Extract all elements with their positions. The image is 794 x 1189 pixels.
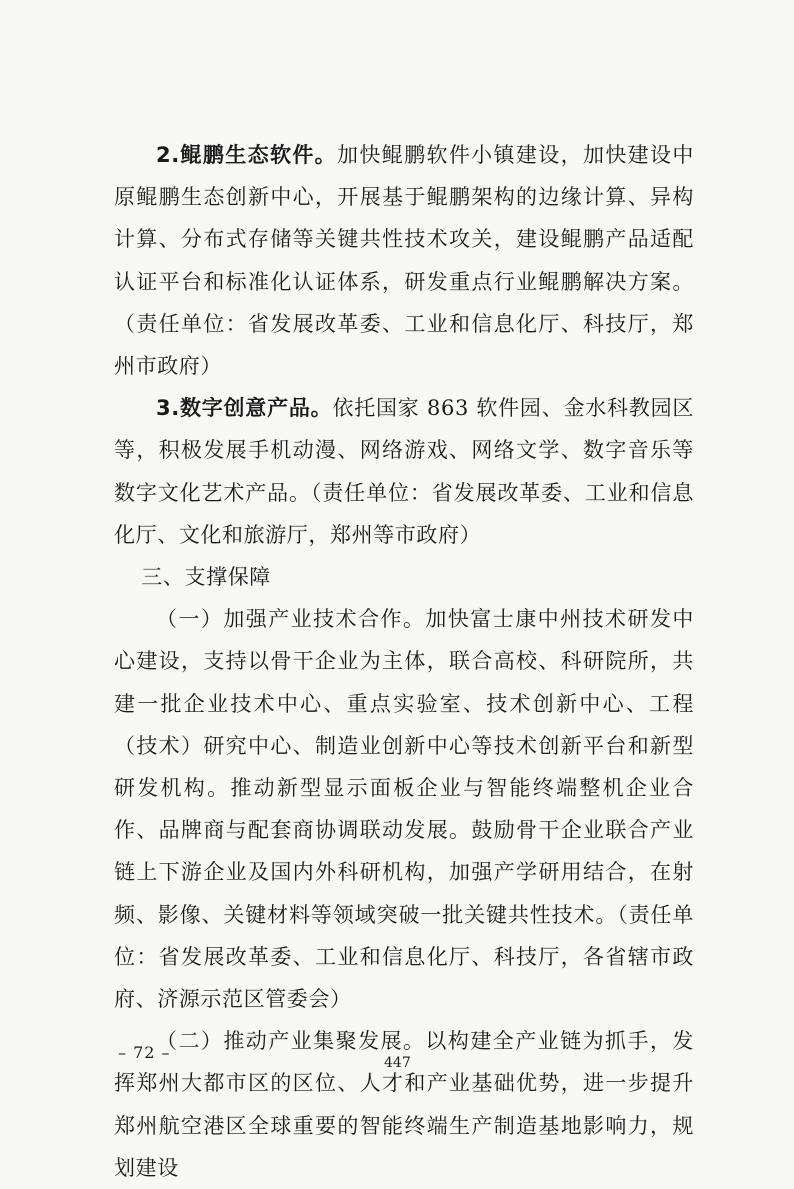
section-heading — [114, 556, 694, 598]
paragraph-lead: 2.鲲鹏生态软件。 — [156, 143, 338, 167]
paragraph-text: 依托国家 863 软件园、金水科教园区等，积极发展手机动漫、网络游戏、网络文学、数字音乐等数字文化艺术产品。（责任单位：省发展改革委、工业和信息化厅、文化和旅游厅，郑州等市政府） — [114, 396, 694, 547]
paragraph-industry-cluster — [114, 1020, 694, 1189]
paragraph-text: 加快鲲鹏软件小镇建设，加快建设中原鲲鹏生态创新中心，开展基于鲲鹏架构的边缘计算、异构计算、分布式存储等关键共性技术攻关，建设鲲鹏产品适配认证平台和标准化认证体系，研发重点行业鲲鹏解决方案。（责任单位：省发展改革委、工业和信息化厅、科技厅，郑州市政府） — [114, 143, 694, 379]
paragraph-lead: 3.数字创意产品。 — [156, 396, 333, 421]
section-heading-text: 三、支撑保障 — [141, 565, 271, 590]
body-text — [114, 134, 694, 1189]
paragraph-tech-cooperation — [114, 598, 694, 1020]
paragraph-text: （一）加强产业技术合作。加快富士康中州技术研发中心建设，支持以骨干企业为主体，联合高校、科研院所，共建一批企业技术中心、重点实验室、技术创新中心、工程（技术）研究中心、制造业创新中心等技术创新平台和新型研发机构。推动新型显示面板企业与智能终端整机企业合作、品牌商与配套商协调联动发展。鼓励骨干企业联合产业链上下游企业及国内外科研机构，加强产学研用结合，在射频、影像、关键材料等领域突破一批关键共性技术。（责任单位：省发展改革委、工业和信息化厅、科技厅，各省辖市政府、济源示范区管委会） — [114, 607, 694, 1012]
page-number: – 72 – — [118, 1043, 171, 1062]
paragraph-digital-creative — [114, 387, 694, 556]
paragraph-kunpeng — [114, 134, 694, 387]
folio-number: 447 — [384, 1055, 411, 1071]
paragraph-text: （二）推动产业集聚发展。以构建全产业链为抓手，发挥郑州大都市区的区位、人才和产业基础优势，进一步提升郑州航空港区全球重要的智能终端生产制造基地影响力，规划建设 — [114, 1029, 694, 1180]
